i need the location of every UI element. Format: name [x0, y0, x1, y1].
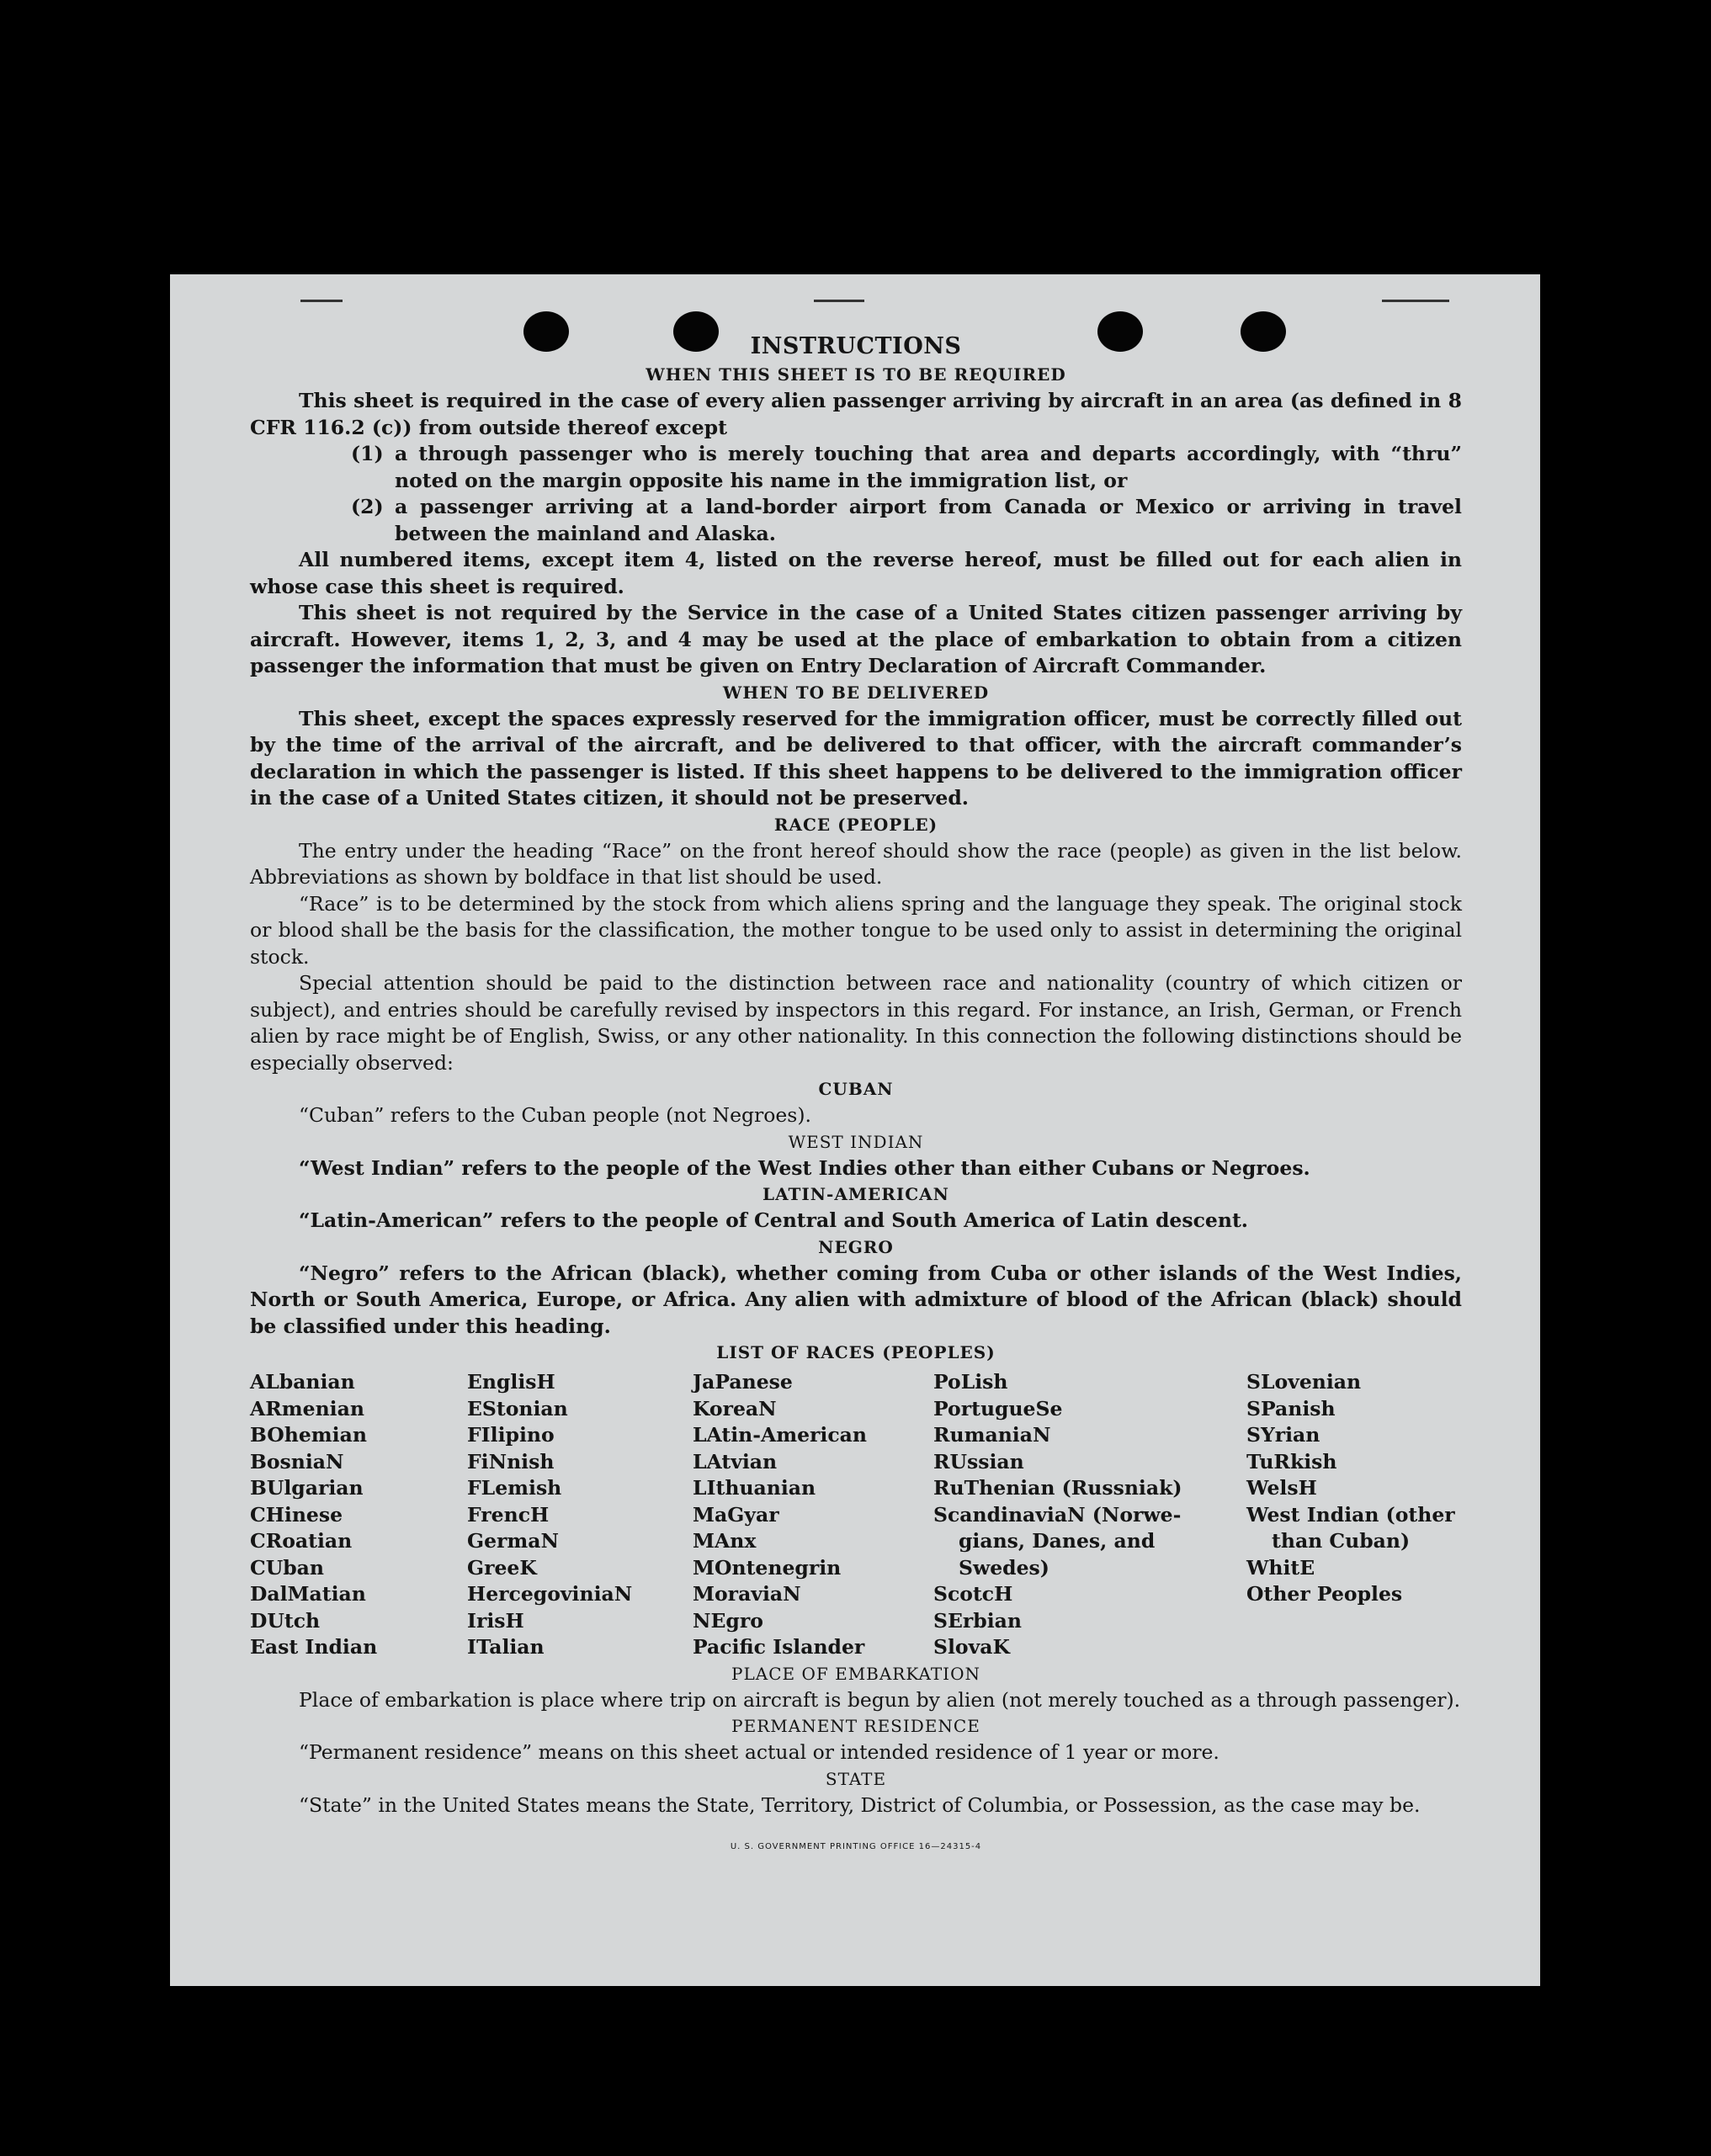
race-item: NEgro	[693, 1608, 763, 1633]
race-column	[1246, 1369, 1462, 1661]
race-item: East Indian	[250, 1635, 378, 1659]
race-item: RuThenian (Russniak)	[933, 1476, 1182, 1500]
heading-cuban: CUBAN	[818, 1079, 894, 1099]
race-item: PortugueSe	[933, 1396, 1063, 1421]
race-item: FLemish	[467, 1476, 562, 1500]
race-item: DalMatian	[250, 1582, 366, 1606]
race-column	[467, 1369, 693, 1661]
edge-mark	[1382, 300, 1449, 302]
numbered-item	[351, 441, 1462, 494]
race-item: FIlipino	[467, 1423, 555, 1447]
heading-latin-american: LATIN-AMERICAN	[763, 1184, 949, 1204]
race-item: MaGyar	[693, 1502, 779, 1527]
race-item: WhitE	[1246, 1555, 1315, 1580]
paragraph: All numbered items, except item 4, listed on the reverse hereof, must be filled out for each alien in whose case this sheet is required.	[250, 548, 1462, 598]
printer-imprint: U. S. GOVERNMENT PRINTING OFFICE 16—24315-4	[730, 1842, 982, 1851]
item-number: (2)	[351, 495, 384, 518]
heading-negro: NEGRO	[818, 1236, 894, 1257]
race-item: HercegoviniaN	[467, 1582, 633, 1606]
race-column	[693, 1369, 933, 1661]
race-item: SLovenian	[1246, 1370, 1362, 1394]
document-sheet	[170, 274, 1540, 1986]
race-item: than Cuban)	[1272, 1529, 1411, 1553]
race-item: SYrian	[1246, 1423, 1320, 1447]
race-item: EnglisH	[467, 1370, 555, 1394]
race-item: Other Peoples	[1246, 1582, 1403, 1606]
race-item: MoraviaN	[693, 1582, 801, 1606]
race-item: BUlgarian	[250, 1476, 364, 1500]
race-item: PoLish	[933, 1370, 1008, 1394]
race-item: IrisH	[467, 1608, 524, 1633]
race-item: ITalian	[467, 1635, 545, 1659]
paragraph: This sheet is required in the case of every alien passenger arriving by aircraft in an area (as defined in 8 CFR 116.2 (c)) from outside thereof except	[250, 389, 1462, 439]
paragraph: “Permanent residence” means on this sheet actual or intended residence of 1 year or more.	[299, 1740, 1219, 1764]
item-text: a through passenger who is merely touching that area and departs accordingly, with “thru” noted on the margin opposite his name in the immigration list, or	[395, 442, 1462, 492]
numbered-item	[351, 494, 1462, 547]
paragraph: “Latin-American” refers to the people of Central and South America of Latin descent.	[299, 1208, 1248, 1232]
heading-state: STATE	[825, 1768, 887, 1789]
race-item: RUssian	[933, 1449, 1024, 1474]
race-item: LAtin-American	[693, 1423, 867, 1447]
paragraph: This sheet, except the spaces expressly reserved for the immigration officer, must be correctly filled out by the time of the arrival of the aircraft, and be delivered to that officer, with the aircraft commander’s declaration in which the passenger is listed. If this sheet happens to be delivered to the immigration officer in the case of a United States citizen, it should not be preserved.	[250, 706, 1462, 810]
race-item: SErbian	[933, 1608, 1022, 1633]
race-item: GreeK	[467, 1555, 537, 1580]
race-item: DUtch	[250, 1608, 321, 1633]
race-item: WelsH	[1246, 1476, 1317, 1500]
race-item: JaPanese	[693, 1370, 793, 1394]
race-item: SPanish	[1246, 1396, 1336, 1421]
race-item: FiNnish	[467, 1449, 555, 1474]
paragraph: “Cuban” refers to the Cuban people (not Negroes).	[299, 1103, 812, 1127]
race-item: Pacific Islander	[693, 1635, 865, 1659]
race-item: FrencH	[467, 1502, 550, 1527]
race-item: CRoatian	[250, 1529, 353, 1553]
heading-list-of-races: LIST OF RACES (PEOPLES)	[716, 1342, 996, 1362]
race-item: GermaN	[467, 1529, 559, 1553]
heading-when-required: WHEN THIS SHEET IS TO BE REQUIRED	[646, 364, 1066, 385]
paragraph: Place of embarkation is place where trip on aircraft is begun by alien (not merely touched as a through passenger).	[299, 1687, 1461, 1712]
race-column	[250, 1369, 467, 1661]
race-item: EStonian	[467, 1396, 568, 1421]
race-item: RumaniaN	[933, 1423, 1051, 1447]
race-list	[250, 1369, 1462, 1661]
instructions-content	[250, 332, 1462, 1861]
race-item: ALbanian	[250, 1370, 355, 1394]
race-item: West Indian (other	[1246, 1502, 1455, 1527]
race-column	[933, 1369, 1246, 1661]
heading-west-indian: WEST INDIAN	[788, 1131, 924, 1152]
paragraph: This sheet is not required by the Service in the case of a United States citizen passenger arriving by aircraft. However, items 1, 2, 3, and 4 may be used at the place of embarkation to obtain from a citizen passenger the information that must be given on Entry Declaration of Aircraft Commander.	[250, 601, 1462, 677]
heading-when-delivered: WHEN TO BE DELIVERED	[722, 682, 990, 703]
heading-race: RACE (PEOPLE)	[773, 814, 938, 835]
race-item: Swedes)	[959, 1555, 1049, 1580]
race-item: CUban	[250, 1555, 324, 1580]
race-item: gians, Danes, and	[959, 1529, 1156, 1553]
heading-residence: PERMANENT RESIDENCE	[731, 1716, 980, 1736]
edge-mark	[814, 300, 864, 302]
race-item: ARmenian	[250, 1396, 364, 1421]
race-item: SlovaK	[933, 1635, 1010, 1659]
race-item: CHinese	[250, 1502, 343, 1527]
race-item: MOntenegrin	[693, 1555, 842, 1580]
race-item: BosniaN	[250, 1449, 344, 1474]
race-item: MAnx	[693, 1529, 757, 1553]
paragraph: “Race” is to be determined by the stock from which aliens spring and the language they speak. The original stock or blood shall be the basis for the classification, the mother tongue to be used only to assist in determining the original stock.	[250, 891, 1462, 969]
item-text: a passenger arriving at a land-border airport from Canada or Mexico or arriving in travel between the mainland and Alaska.	[395, 495, 1462, 545]
race-item: ScotcH	[933, 1582, 1013, 1606]
paragraph: Special attention should be paid to the distinction between race and nationality (country of which citizen or subject), and entries should be carefully revised by inspectors in this regard. For instance, an Irish, German, or French alien by race might be of English, Swiss, or any other nationality. In this connection the following distinctions should be especially observed:	[250, 971, 1462, 1075]
paragraph: The entry under the heading “Race” on the front hereof should show the race (people) as given in the list below. Abbreviations as shown by boldface in that list should be used.	[250, 838, 1462, 889]
race-item: ScandinaviaN (Norwe-	[933, 1502, 1182, 1527]
race-item: LIthuanian	[693, 1476, 816, 1500]
paragraph: “West Indian” refers to the people of the West Indies other than either Cubans or Negroes.	[299, 1155, 1310, 1180]
edge-mark	[300, 300, 343, 302]
race-item: KoreaN	[693, 1396, 777, 1421]
page-title: INSTRUCTIONS	[750, 333, 962, 359]
paragraph: “State” in the United States means the State, Territory, District of Columbia, or Possession, as the case may be.	[299, 1792, 1421, 1817]
race-item: TuRkish	[1246, 1449, 1337, 1474]
heading-embarkation: PLACE OF EMBARKATION	[731, 1663, 980, 1684]
paragraph: “Negro” refers to the African (black), whether coming from Cuba or other islands of the West Indies, North or South America, Europe, or Africa. Any alien with admixture of blood of the African (black) should be classified under this heading.	[250, 1261, 1462, 1338]
race-item: BOhemian	[250, 1423, 367, 1447]
item-number: (1)	[351, 442, 384, 465]
race-item: LAtvian	[693, 1449, 778, 1474]
